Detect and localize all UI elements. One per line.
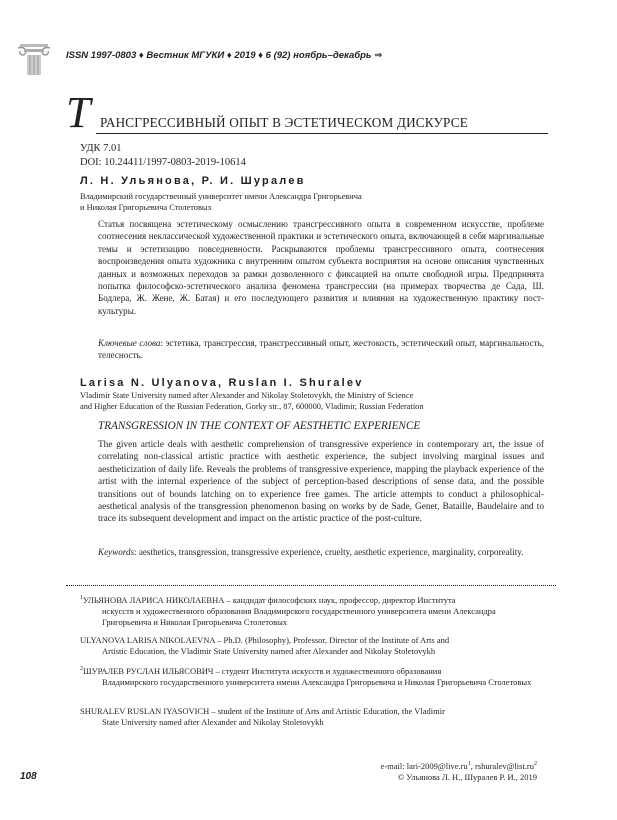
footnote-1-en [80,635,546,658]
title-initial: Т [66,88,91,137]
journal-year: 2019 [234,50,256,61]
footnote-text: SHURALEV RUSLAN IYASOVICH – student of the Institute of Arts and Artistic Education, the Vladimir [80,706,445,716]
abstract-en: The given article deals with aesthetic comprehension of transgressive experience in contemporary art, the issue of correlating non-classical artistic practice with aesthetic experience, the subject involving marginal issues and aestheticization of daily life. Reveals the problems of transgressive experience, mapping the playback experience of the artist with the internal experience of the subject of perception-based descriptions of sense data, and the possible transitions out of bounds latching on to experience free games. The article attempts to conduct a philosophical-aesthetical analysis of the transgression phenomenon basing on works by de Sade, Genet, Bataille, Baudelaire and to trace its subsequent development and impact on the artistic practice of the post-culture. [98,440,544,525]
footnote-2-ru [80,664,546,688]
contacts [237,759,537,783]
keywords-ru-label: Ключевые слова [98,338,161,348]
footnote-separator [66,585,556,586]
issn: ISSN 1997-0803 [66,50,137,61]
keywords-en [98,546,544,558]
affiliation-ru-line: и Николая Григорьевича Столетовых [80,202,212,212]
footnote-text: Владимирского государственного университета имени Александра Григорьевича и Николая Григорьевича Столетовых [102,677,532,688]
arrow-icon: ⇒ [374,50,383,61]
bullet-2: ♦ [226,50,232,61]
footnote-text: ШУРАЛЕВ РУСЛАН ИЛЬЯСОВИЧ – студент Института искусств и художественного образования [83,665,442,676]
footnote-mark: 2 [80,666,83,672]
footnote-1-ru [80,593,546,629]
email-2[interactable]: rshuralev@list.ru [474,760,534,771]
bullet-3: ♦ [258,50,264,61]
udk: УДК 7.01 [80,143,122,154]
affiliation-ru [80,192,540,213]
affiliation-ru-line: Владимирский государственный университет имени Александра Григорьевича [80,192,362,201]
footnote-text: State University named after Alexander and Nikolay Stoletovykh [102,717,324,728]
title-text: РАНСГРЕССИВНЫЙ ОПЫТ В ЭСТЕТИЧЕСКОМ ДИСКУРСЕ [100,115,469,130]
footnote-text: УЛЬЯНОВА ЛАРИСА НИКОЛАЕВНА – кандидат философских наук, профессор, директор Института [83,594,456,605]
email-line: e-mail: lari-$2009@live.ru^1$, $rshuralev@list.ru^2$ [380,760,537,771]
email-1[interactable]: lari-2009@live.ru [406,760,468,771]
copyright: © Ульянова Л. Н., Шуралев Р. И., 2019 [397,772,537,783]
footnote-2-en [80,706,546,729]
title-en: TRANSGRESSION IN THE CONTEXT OF AESTHETIC EXPERIENCE [98,420,421,432]
journal-header [66,50,382,61]
authors-en: Larisa N. Ulyanova, Ruslan I. Shuralev [80,377,364,389]
authors-ru: Л. Н. Ульянова, Р. И. Шуралев [80,175,306,187]
doi: DOI: 10.24411/1997-0803-2019-10614 [80,157,246,168]
title-underline [96,133,548,134]
footnote-text: Artistic Education, the Vladimir State University named after Alexander and Nikolay Stoletovykh [102,646,436,657]
keywords-ru [98,337,544,362]
journal-name: Вестник МГУКИ [146,50,225,61]
keywords-en-label: Keywords [98,547,135,557]
affiliation-en-line: Vladimir State University named after Alexander and Nikolay Stoletovykh, the Ministry of Science [80,391,414,400]
keywords-en-text: : aesthetics, transgression, transgressive experience, cruelty, aesthetic experience, marginality, corporeality. [134,547,524,557]
journal-logo-icon [14,40,54,80]
page-number: 108 [20,771,37,782]
affiliation-en [80,391,540,412]
footnote-text: искусств и художественного образования Владимирского государственного университета имени Александра Григорьевича и Николая Григорьевича Столетовых [102,606,496,628]
bullet-1: ♦ [138,50,144,61]
keywords-ru-text: : эстетика, трансгрессия, трансгрессивный опыт, жестокость, эстетический опыт, маргинальность, телесность. [98,338,544,361]
abstract-ru: Статья посвящена эстетическому осмыслению трансгрессивного опыта в современном искусстве, проблеме соотнесения неклассической художественной практики и эстетического опыта, включающей в себя маргинальные темы и эстетизацию повседневности. Раскрываются проблемы трансгрессивного опыта, соотнесения воспроизведения опыта художника с внутренним опытом субъекта восприятия на основе описания чувственных данных и возможных переходов за рамки дозволенного с фиксацией на опыте свободной игры. Предпринята попытка философско-эстетического анализа феномена трансгрессии (на примерах творчества де Сада, Ш. Бодлера, Ж. Жене, Ж. Батая) и его последующего развития и влияния на художественную практику пост-культуры. [98,219,544,316]
article-title [66,88,566,137]
footnote-mark: 1 [80,595,83,601]
affiliation-en-line: and Higher Education of the Russian Federation, Gorky str., 87, 600000, Vladimir, Russian Federation [80,401,424,411]
footnote-text: ULYANOVA LARISA NIKOLAEVNA – Ph.D. (Philosophy), Professor, Director of the Institute of Arts and [80,635,450,645]
journal-issue: 6 (92) ноябрь–декабрь [265,50,372,61]
